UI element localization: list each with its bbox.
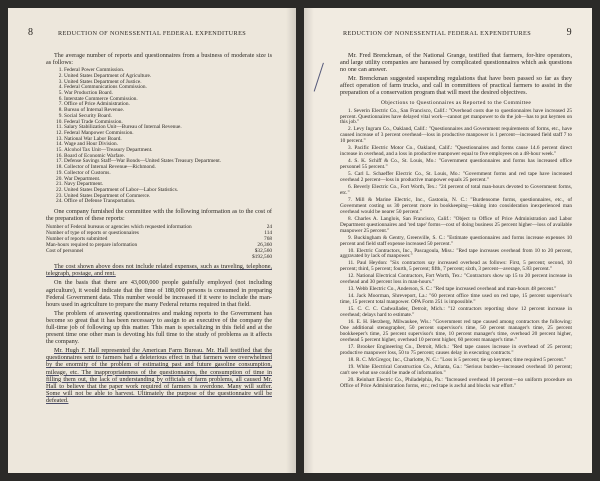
table-row (46, 254, 272, 260)
objection-item: 1. Severin Electric Co., San Francisco, Calif.: "Overhead costs due to questionnaires have increased 25 percent. Questionnaires have delayed vital work—cannot get manpower to do the job—has to put keymen on this job." (340, 107, 572, 126)
objection-item: 2. Levy Ingram Co., Oakland, Calif.: "Questionnaires and Government requirements of forms, etc., have caused increase of 3 percent overhead—loss in productive manpower is 1 percent—increased field staff 7 to 10 percent." (340, 126, 572, 145)
hall-testimony-paragraph (46, 347, 272, 404)
right-page (304, 8, 592, 473)
stat-value: 114 (264, 230, 272, 237)
agency-item: 21. Navy Department. (64, 182, 272, 188)
objection-item: 20. Reinhart Electric Co., Philadelphia, Pa.: "Increased overhead 10 percent—no uniform procedure on Office of Price Administration forms, etc.; red tape is awful and blocks war effort." (340, 376, 572, 389)
objection-item: 10. Electric Contractors, Inc., Pascagoula, Miss.: "Red tape increases overhead from 10 to 20 percent, aggravated by lack of manpower." (340, 247, 572, 260)
agency-item: 20. War Department. (64, 177, 272, 183)
agency-item: 6. Interstate Commerce Commission. (64, 97, 272, 103)
agency-item: 14. Wage and Hour Division. (64, 142, 272, 148)
stat-value: 24 (266, 224, 272, 231)
underlined-text: Mr. Hugh F. Hall represented the American Farm Bureau. Mr. Hall testified that the questionnaires sent to farmers had a deleterious effect in that farmers were overwhelmed by the enormity of the problem of estimating past and future gasoline consumption, mileage, etc. The inappropriateness of the questionnaires, the consumption of time in filling them out, the lack of understanding by officials of farm problems, all caused Mr. Hall to believe that the paper work required of farmers is overdone. Many will suffer. Some will not be able to harvest. Ultimately the purpose of the questionnaire will be defeated. (46, 347, 272, 404)
objection-item: 7. Mill & Marine Electric, Inc., Gastonia, N. C.: "Burdensome forms, questionnaires, etc., of Government costing us 30 percent more in bookkeeping—taking into consideration inexperienced man overhead would be nearer 50 percent." (340, 196, 572, 215)
objection-item: 16. E. H. Herzberg, Milwaukee, Wis.: "Government red tape caused among contractors the following: One additional stenographer, 50 percent supervisor's time, 50 percent manager's time, 25 percent bookkeeper's time, 25 percent supervisor's time, 10 percent manager's time, overhead 20 percent higher, overhead 5 percent higher, overhead 10 percent higher, 60 percent manager's time." (340, 319, 572, 343)
agency-item: 23. United States Department of Commerce. (64, 194, 272, 200)
cost-note-paragraph (46, 263, 272, 277)
objection-item: 12. National Electrical Contractors, Fort Worth, Tex.: "Contractors show up 15 to 20 percent increase in overhead and 30 percent loss in man-hours." (340, 273, 572, 286)
pen-bracket-mark (314, 63, 336, 96)
stat-label: Number of reports submitted (46, 236, 108, 243)
objection-item: 3. Pacific Electric Motor Co., Oakland, Calif.: "Questionnaires and forms cause 14.6 percent direct increase in overhead, and a loss in productive manpower equal to five employees on a 48-hour week." (340, 145, 572, 158)
gutter-shadow (304, 8, 314, 473)
left-page-header (28, 27, 276, 42)
objection-item: 9. Buckingham & Gentry, Greenville, S. C.: "Estimate questionnaires and forms increase expenses 10 percent and field staff expense increased 50 percent." (340, 234, 572, 247)
running-head: REDUCTION OF NONESSENTIAL FEDERAL EXPENDITURES (342, 30, 532, 37)
stat-value: 26,360 (257, 242, 272, 249)
objection-item: 19. White Electrical Construction Co., Atlanta, Ga.: "Serious burden—increased overhead 10 percent; can't see what use could be made of information." (340, 363, 572, 376)
agency-item: 10. Federal Trade Commission. (64, 120, 272, 126)
stat-value: 768 (264, 236, 272, 243)
agency-item: 15. Alcohol Tax Unit—Treasury Department. (64, 148, 272, 154)
right-page-body (340, 52, 572, 459)
stat-label (46, 254, 232, 260)
agency-item: 5. War Production Board. (64, 91, 272, 97)
problem-paragraph: The problem of answering questionnaires and making reports to the Government has become so great that it has been necessary to assign to an executive of the company the full-time job of following up this matter. This man is specializing in this field and at the present time one other man is devoting his full time to the study of problems as it affects the company. (46, 309, 272, 346)
objection-item: 4. S. K. Schiff & Co., St. Louis, Mo.: "Government questionnaires and forms has increased office personnel 55 percent." (340, 158, 572, 171)
stat-value: $192,560 (252, 254, 272, 261)
stat-label: Man-hours required to prepare information (46, 242, 138, 249)
agency-item: 24. Office of Defense Transportation. (64, 199, 272, 205)
agency-item: 3. United States Department of Justice. (64, 80, 272, 86)
stat-label: Number of Federal bureaus or agencies which requested information (46, 224, 192, 231)
objection-item: 5. Carl L. Schaeffer Electric Co., St. Louis, Mo.: "Government forms and red tape have increased overhead 2 percent—loss in productive manpower equals 25 percent." (340, 171, 572, 184)
agency-item: 13. National War Labor Board. (64, 137, 272, 143)
gutter-shadow (286, 8, 296, 473)
objection-item: 8. Charles A. Langlois, San Francisco, Calif.: "Object to Office of Price Administration and Labor Department questionnaires and 'red tape' forms—cost of doing business 25 percent higher—loss of available manpower 25 percent." (340, 215, 572, 234)
right-page-header (324, 27, 572, 42)
running-head: REDUCTION OF NONESSENTIAL FEDERAL EXPENDITURES (58, 30, 247, 37)
page-number: 8 (28, 27, 34, 38)
agency-item: 2. United States Department of Agriculture. (64, 74, 272, 80)
agency-item: 17. Defense Savings Staff—War Bonds—United States Treasury Department. (64, 159, 272, 165)
agency-item: 16. Board of Economic Warfare. (64, 154, 272, 160)
objection-item: 11. Paul Heydon: "Six contractors say increased overhead as follows: First, 5 percent; second, 10 percent; third, 5 percent; fourth, 5 percent; fifth, 7 percent; sixth, 3 percent—average, 5.83 percent." (340, 260, 572, 273)
intro-paragraph: The average number of reports and questionnaires from a business of moderate size is as follows: (46, 52, 272, 67)
agency-item: 11. Salary Stabilization Unit—Bureau of Internal Revenue. (64, 125, 272, 131)
stat-label: Cost of personnel (46, 248, 84, 255)
stat-label: Number of type of reports or questionnaires (46, 230, 139, 237)
agency-item: 22. United States Department of Labor—Labor Statistics. (64, 188, 272, 194)
agency-list (46, 68, 272, 205)
agency-item: 19. Collector of Customs. (64, 171, 272, 177)
underlined-text: The cost shown above does not include related expenses, such as traveling, telephone, telegraph, postage, and rent. (46, 263, 272, 278)
agency-item: 7. Office of Price Administration. (64, 102, 272, 108)
objection-item: 18. R. C. McGregor, Inc., Charlotte, N. C.: "Loss is 5 percent; tie up keymen; time required 5 percent." (348, 356, 567, 363)
objection-item: 6. Beverly Electric Co., Fort Worth, Tex.: "24 percent of total man-hours devoted to Government forms, etc." (340, 184, 572, 196)
agency-item: 1. Federal Power Commission. (64, 68, 272, 74)
stat-value: $32,560 (254, 248, 272, 255)
agency-item: 18. Collector of Internal Revenue—Richmond. (64, 165, 272, 171)
agency-item: 8. Bureau of Internal Revenue. (64, 108, 272, 114)
page-number: 9 (566, 27, 572, 38)
agency-item: 12. Federal Manpower Commission. (64, 131, 272, 137)
objection-item: 14. Jack Moorman, Shreveport, La.: "60 percent office time used on red tape, 15 percent supervisor's time, 15 percent total manpower. OPA Form 251 is impossible." (340, 293, 572, 306)
agency-item: 4. Federal Communications Commission. (64, 85, 272, 91)
basis-paragraph: On the basis that there are 43,000,000 people gainfully employed (not including agriculture), it would indicate that the time of 188,000 persons is consumed in preparing Federal Government data. This number would be increased if it were to include the man-hours used in agriculture to prepare the many Federal returns required in that field. (46, 279, 272, 308)
cost-table (46, 224, 272, 260)
agency-item: 9. Social Security Board. (64, 114, 272, 120)
objections-list (340, 109, 572, 390)
left-page (8, 8, 296, 473)
objection-item: 13. Webb Electric Co., Anderson, S. C.: "Red tape increased overhead and man-hours 48 percent." (348, 286, 557, 293)
objection-item: 17. Brooker Engineering Co., Detroit, Mich.: "Red tape causes increase in overhead of 25 percent; productive manpower loss, 50 to 75 percent; causes delay in executing contracts." (340, 343, 572, 356)
brenckman-paragraph-2: Mr. Brenckman suggested suspending regulations that have been passed so far as they affect operation of farm trucks, and call in committees of practical farmers to assist in the preparation of a conservation program that will meet the desired objectives. (340, 75, 572, 97)
section-heading: Objections to Questionnaires as Reported to the Committee (380, 99, 532, 106)
left-page-body (46, 52, 272, 459)
stats-intro-paragraph: One company furnished the committee with the following information as to the cost of the preparation of these reports: (46, 208, 272, 223)
objection-item: 15. C. C. C. Cadwallader, Detroit, Mich.: "12 contractors reporting show 12 percent increase in overhead; delays hard to estimate." (340, 306, 572, 319)
brenckman-paragraph-1: Mr. Fred Brenckman, of the National Grange, testified that farmers, for-hire operators, and large utility companies are harassed by complicated questionnaires which ask questions no one can answer. (340, 52, 572, 74)
